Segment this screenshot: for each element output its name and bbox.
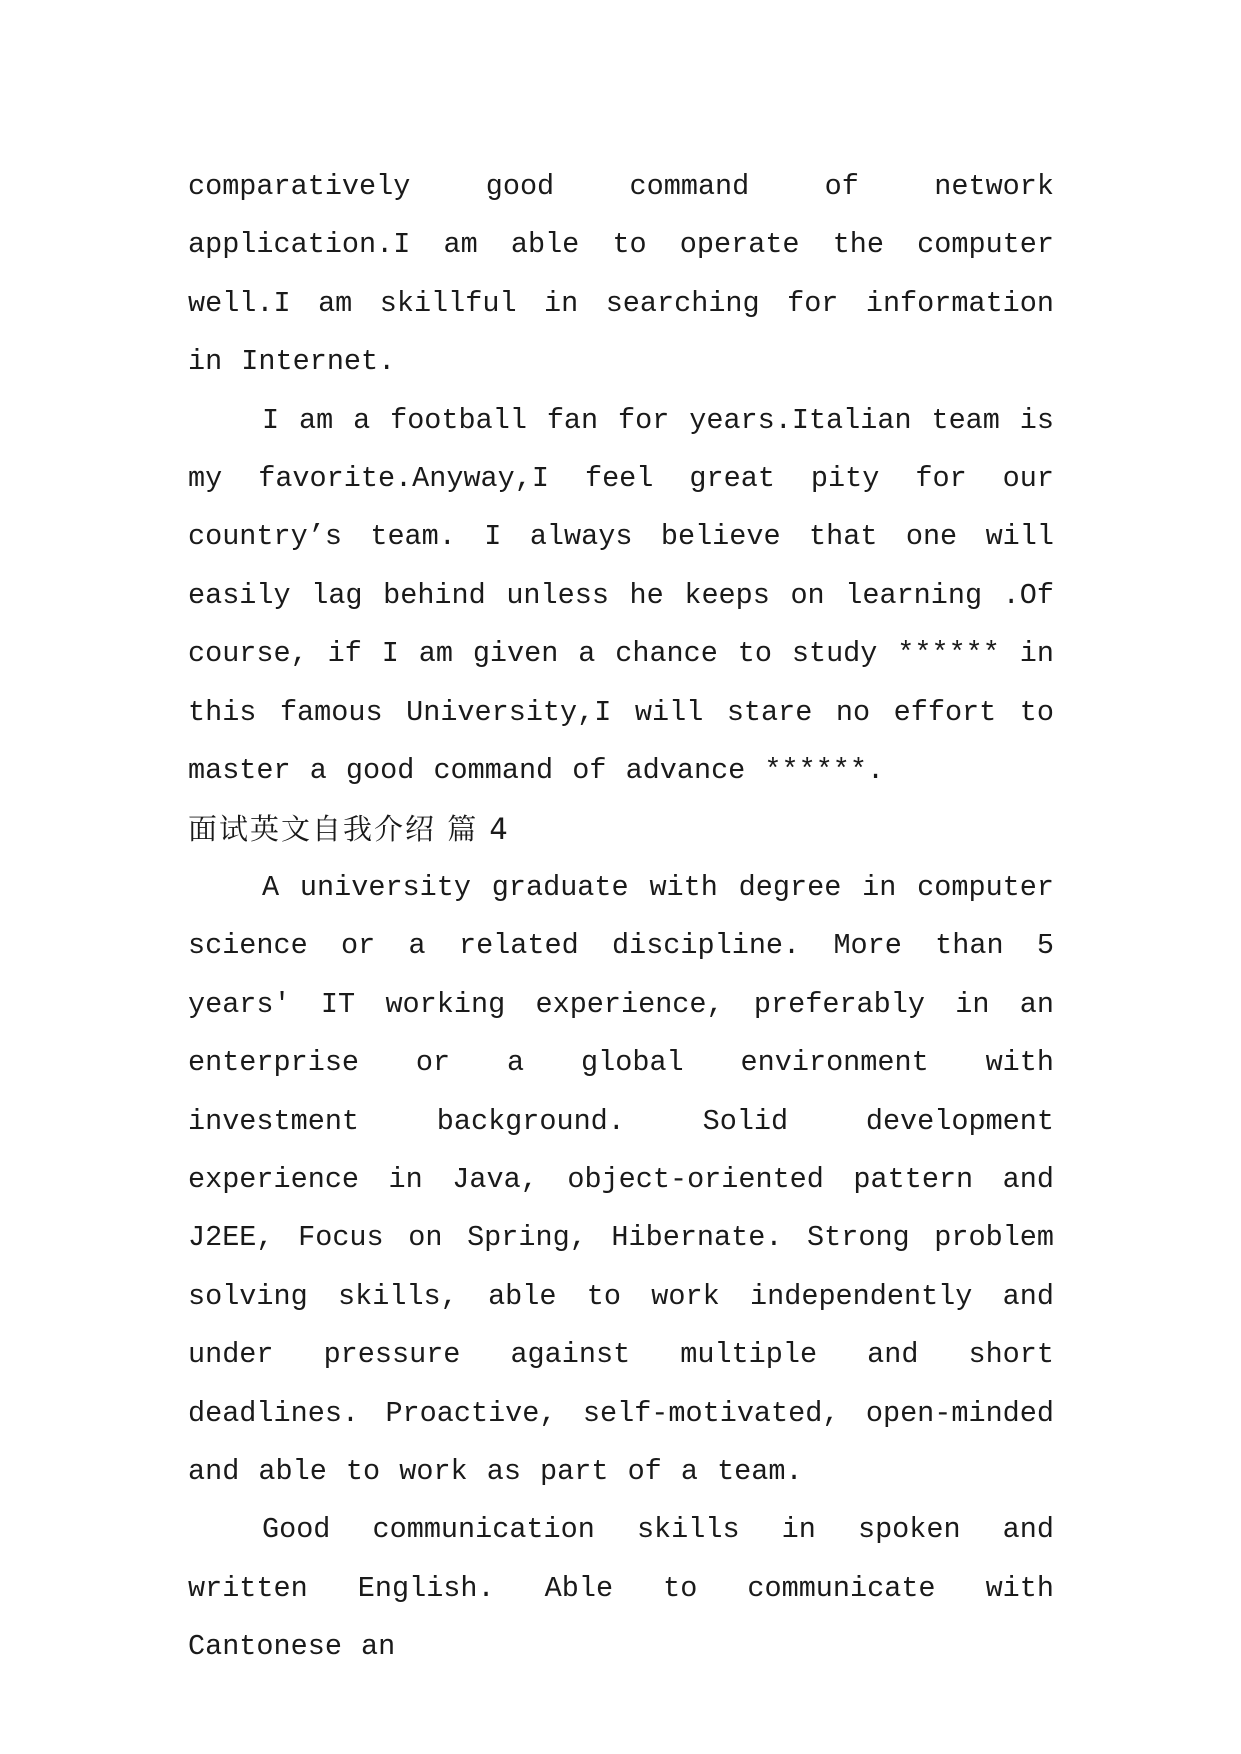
section-heading: 面试英文自我介绍 篇 4	[188, 812, 510, 847]
paragraph-communication-skills: Good communication skills in spoken and written English. Able to communicate with Cantonese an	[188, 1513, 1054, 1664]
paragraph-football-fan: I am a football fan for years.Italian team is my favorite.Anyway,I feel great pity for our country’s team. I always believe that one will easily lag behind unless he keeps on learning .Of course, if I am given a chance to study ****** in this famous University,I will stare no effort to master a good command of advance ******.	[188, 403, 1054, 788]
paragraph-network-skills: comparatively good command of network application.I am able to operate the computer well.I am skillful in searching for information in Internet.	[188, 170, 1054, 379]
paragraph-job-requirements: A university graduate with degree in computer science or a related discipline. More than 5 years' IT working experience, preferably in an enterprise or a global environment with investment background. Solid development experience in Java, object-oriented pattern and J2EE, Focus on Spring, Hibernate. Strong problem solving skills, able to work independently and under pressure against multiple and short deadlines. Proactive, self-motivated, open-minded and able to work as part of a team.	[188, 870, 1054, 1488]
document-body	[188, 158, 1054, 1677]
